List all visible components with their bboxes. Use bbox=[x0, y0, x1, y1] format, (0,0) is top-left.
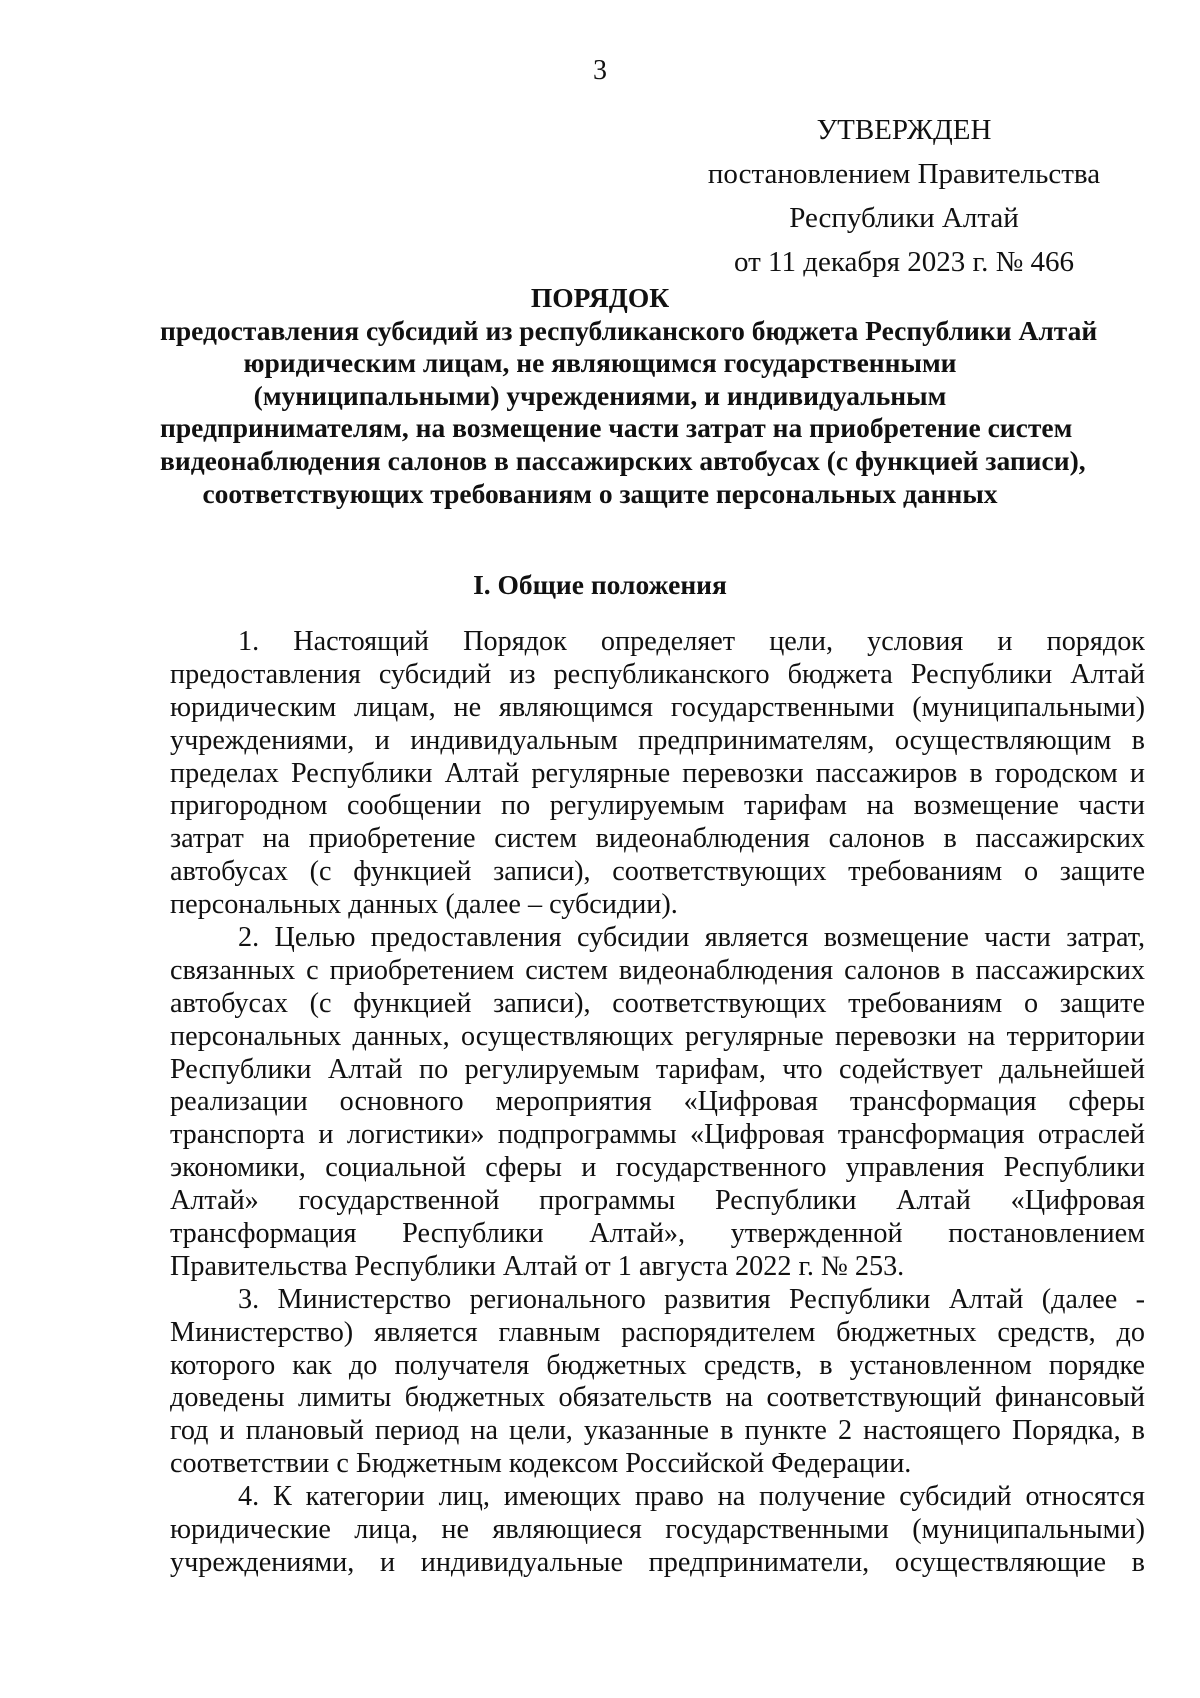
paragraph-line: связанных с приобретением систем видеонаблюдения салонов в пассажирских bbox=[170, 954, 1145, 986]
paragraph-4 bbox=[170, 1481, 1145, 1580]
paragraph-line: 1. Настоящий Порядок определяет цели, условия и порядок bbox=[238, 626, 1145, 657]
document-title-line: предпринимателям, на возмещение части затрат на приобретение систем bbox=[160, 412, 1073, 444]
paragraph-line: юридическим лицам, не являющимся государственными (муниципальными) bbox=[170, 691, 1145, 723]
approval-line: от 11 декабря 2023 г. № 466 bbox=[734, 246, 1074, 278]
paragraph-line: учреждениями, и индивидуальные предприниматели, осуществляющие в bbox=[170, 1546, 1145, 1578]
paragraph-line: пригородном сообщении по регулируемым тарифам на возмещение части bbox=[170, 790, 1145, 822]
approval-line: постановлением Правительства bbox=[707, 158, 1101, 190]
paragraph-line: автобусах (с функцией записи), соответствующих требованиям о защите bbox=[170, 856, 1145, 888]
approval-stamp-block bbox=[664, 108, 1144, 284]
paragraph-line: Республики Алтай по регулируемым тарифам, что содействует дальнейшей bbox=[170, 1053, 1145, 1085]
document-title-line: соответствующих требованиям о защите персональных данных bbox=[202, 477, 998, 509]
paragraph-line: экономики, социальной сферы и государственного управления Республики bbox=[170, 1152, 1145, 1184]
document-title bbox=[160, 282, 1098, 510]
paragraph-line: доведены лимиты бюджетных обязательств на соответствующий финансовый bbox=[170, 1382, 1145, 1414]
section-heading: I. Общие положения bbox=[473, 569, 727, 600]
paragraph-line: которого как до получателя бюджетных средств, в установленном порядке bbox=[170, 1349, 1145, 1381]
paragraph-line: Правительства Республики Алтай от 1 августа 2022 г. № 253. bbox=[170, 1250, 905, 1282]
paragraph-line: юридические лица, не являющиеся государственными (муниципальными) bbox=[170, 1514, 1145, 1546]
paragraph-line: соответствии с Бюджетным кодексом Российской Федерации. bbox=[170, 1448, 912, 1480]
paragraph-3 bbox=[170, 1284, 1145, 1481]
document-body bbox=[170, 626, 1145, 1580]
paragraph-line: автобусах (с функцией записи), соответствующих требованиям о защите bbox=[170, 987, 1145, 1019]
paragraph-line: персональных данных (далее – субсидии). bbox=[170, 889, 678, 921]
document-title-line: видеонаблюдения салонов в пассажирских автобусах (с функцией записи), bbox=[160, 444, 1086, 476]
paragraph-line: предоставления субсидий из республиканского бюджета Республики Алтай bbox=[170, 658, 1145, 690]
document-title-heading: ПОРЯДОК bbox=[530, 282, 670, 313]
document-title-line: юридическим лицам, не являющимся государственными bbox=[243, 347, 957, 379]
paragraph-line: затрат на приобретение систем видеонаблюдения салонов в пассажирских bbox=[170, 823, 1145, 855]
paragraph-line: транспорта и логистики» подпрограммы «Цифровая трансформация отраслей bbox=[170, 1119, 1145, 1151]
paragraph-line: 3. Министерство регионального развития Республики Алтай (далее - bbox=[238, 1283, 1145, 1315]
paragraph-line: реализации основного мероприятия «Цифровая трансформация сферы bbox=[170, 1086, 1145, 1118]
paragraph-line: пределах Республики Алтай регулярные перевозки пассажиров в городском и bbox=[170, 757, 1145, 789]
paragraph-line: год и плановый период на цели, указанные в пункте 2 настоящего Порядка, в bbox=[170, 1415, 1145, 1447]
paragraph-line: 4. К категории лиц, имеющих право на получение субсидий относятся bbox=[238, 1481, 1145, 1513]
paragraph-line: Министерство) является главным распорядителем бюджетных средств, до bbox=[170, 1316, 1145, 1348]
paragraph-line: Алтай» государственной программы Республики Алтай «Цифровая bbox=[170, 1185, 1145, 1217]
paragraph-line: 2. Целью предоставления субсидии является возмещение части затрат, bbox=[238, 922, 1145, 954]
paragraph-line: персональных данных, осуществляющих регулярные перевозки на территории bbox=[170, 1020, 1145, 1052]
approval-line: Республики Алтай bbox=[789, 202, 1019, 234]
paragraph-1 bbox=[170, 626, 1145, 922]
page-number: 3 bbox=[593, 55, 607, 86]
paragraph-line: трансформация Республики Алтай», утвержденной постановлением bbox=[170, 1218, 1145, 1250]
paragraph-2 bbox=[170, 922, 1145, 1284]
approval-line: УТВЕРЖДЕН bbox=[816, 114, 992, 146]
paragraph-line: учреждениями, и индивидуальным предпринимателям, осуществляющим в bbox=[170, 724, 1145, 756]
document-title-line: предоставления субсидий из республиканского бюджета Республики Алтай bbox=[160, 314, 1098, 346]
document-title-line: (муниципальными) учреждениями, и индивидуальным bbox=[253, 379, 947, 411]
